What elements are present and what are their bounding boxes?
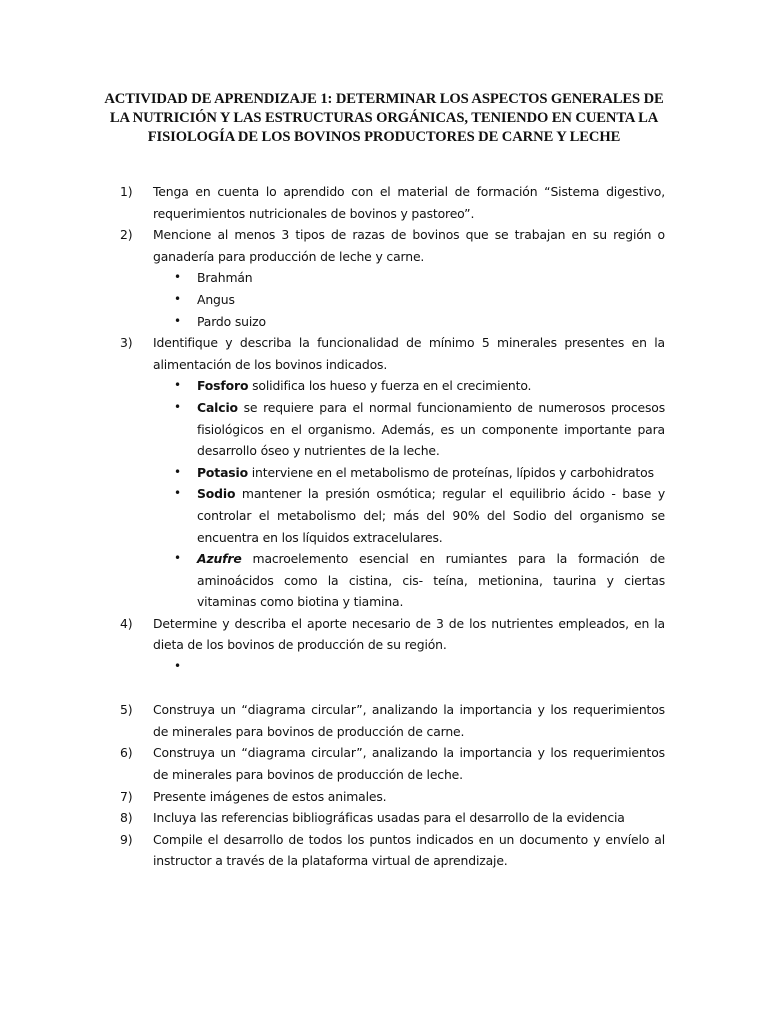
empty-bullet-item (120, 656, 665, 678)
mineral-description: se requiere para el normal funcionamiento de numerosos procesos fisiológicos en el organismo. Además, es un componente importante para desarrollo óseo y nutrientes de la leche. (197, 399, 665, 459)
mineral-description: mantener la presión osmótica; regular el equilibrio ácido - base y controlar el metabolismo del; más del 90% del Sodio del organismo se encuentra en los líquidos extracelulares. (197, 486, 665, 545)
item-text: Presente imágenes de estos animales. (153, 788, 387, 804)
mineral-description: solidifica los hueso y fuerza en el crecimiento. (248, 378, 532, 394)
item-text: Construya un “diagrama circular”, analizando la importancia y los requerimientos de minerales para bovinos de producción de carne. (153, 702, 665, 739)
mineral-bullet-item (120, 397, 665, 462)
item-number: 5) (120, 702, 133, 718)
numbered-item-8 (120, 807, 665, 829)
mineral-term: Potasio (197, 464, 248, 480)
item-text: Tenga en cuenta lo aprendido con el material de formación “Sistema digestivo, requerimientos nutricionales de bovinos y pastoreo”. (153, 184, 665, 221)
document-title: ACTIVIDAD DE APRENDIZAJE 1: DETERMINAR LOS ASPECTOS GENERALES DE LA NUTRICIÓN Y LAS ESTRUCTURAS ORGÁNICAS, TENIENDO EN CUENTA LA FISIOLOGÍA DE LOS BOVINOS PRODUCTORES DE CARNE Y LECHE (104, 91, 664, 145)
breed-name: Pardo suizo (197, 313, 266, 329)
mineral-description: interviene en el metabolismo de proteínas, lípidos y carbohidratos (247, 464, 654, 480)
mineral-term: Fosforo (197, 378, 249, 394)
item-text: Compile el desarrollo de todos los puntos indicados en un documento y envíelo al instructor a través de la plataforma virtual de aprendizaje. (153, 831, 665, 869)
item-number: 6) (120, 745, 133, 761)
bullet-icon: • (174, 270, 181, 285)
numbered-item-6 (120, 742, 665, 785)
breed-bullet-item (120, 311, 665, 333)
item-number: 8) (120, 810, 133, 826)
mineral-term: Calcio (197, 399, 238, 415)
mineral-bullet-item (120, 483, 665, 548)
bullet-icon: • (174, 378, 181, 393)
bullet-icon: • (174, 291, 181, 306)
breed-bullet-item (120, 289, 665, 311)
numbered-item-9 (120, 829, 665, 872)
breed-bullet-item (120, 267, 665, 289)
item-text: Incluya las referencias bibliográficas usadas para el desarrollo de la evidencia (153, 810, 625, 826)
item-text: Identifique y describa la funcionalidad de mínimo 5 minerales presentes en la alimentación de los bovinos indicados. (153, 335, 665, 372)
bullet-icon: • (174, 464, 181, 479)
numbered-item-4 (120, 613, 665, 656)
bullet-icon: • (174, 659, 181, 674)
item-number: 9) (120, 831, 133, 847)
numbered-item-1 (120, 181, 665, 224)
item-number: 4) (120, 615, 133, 631)
document-body (120, 181, 665, 872)
mineral-bullet-item (120, 375, 665, 397)
item-text: Construya un “diagrama circular”, analizando la importancia y los requerimientos de minerales para bovinos de producción de leche. (153, 745, 665, 783)
bullet-icon: • (174, 551, 181, 566)
mineral-term: Sodio (197, 486, 236, 502)
breed-name: Brahmán (197, 270, 253, 286)
numbered-item-2 (120, 224, 665, 267)
mineral-term: Azufre (197, 551, 242, 567)
bullet-icon: • (174, 486, 181, 501)
breed-name: Angus (197, 291, 235, 307)
numbered-item-5 (120, 699, 665, 742)
item-number: 3) (120, 335, 133, 351)
mineral-bullet-item (120, 462, 665, 484)
item-text: Mencione al menos 3 tipos de razas de bovinos que se trabajan en su región o ganadería para producción de leche y carne. (153, 227, 665, 264)
numbered-item-3 (120, 332, 665, 375)
numbered-item-7 (120, 786, 665, 808)
item-number: 1) (120, 184, 133, 199)
item-text: Determine y describa el aporte necesario de 3 de los nutrientes empleados, en la dieta de los bovinos de producción de su región. (153, 615, 665, 653)
item-number: 2) (120, 227, 133, 243)
blank-line (120, 678, 665, 700)
mineral-bullet-item (120, 548, 665, 613)
bullet-icon: • (174, 399, 181, 414)
mineral-description: macroelemento esencial en rumiantes para la formación de aminoácidos como la cistina, cis- teína, metionina, taurina y ciertas vitaminas como biotina y tiamina. (197, 551, 665, 610)
item-number: 7) (120, 788, 133, 804)
bullet-icon: • (174, 313, 181, 328)
